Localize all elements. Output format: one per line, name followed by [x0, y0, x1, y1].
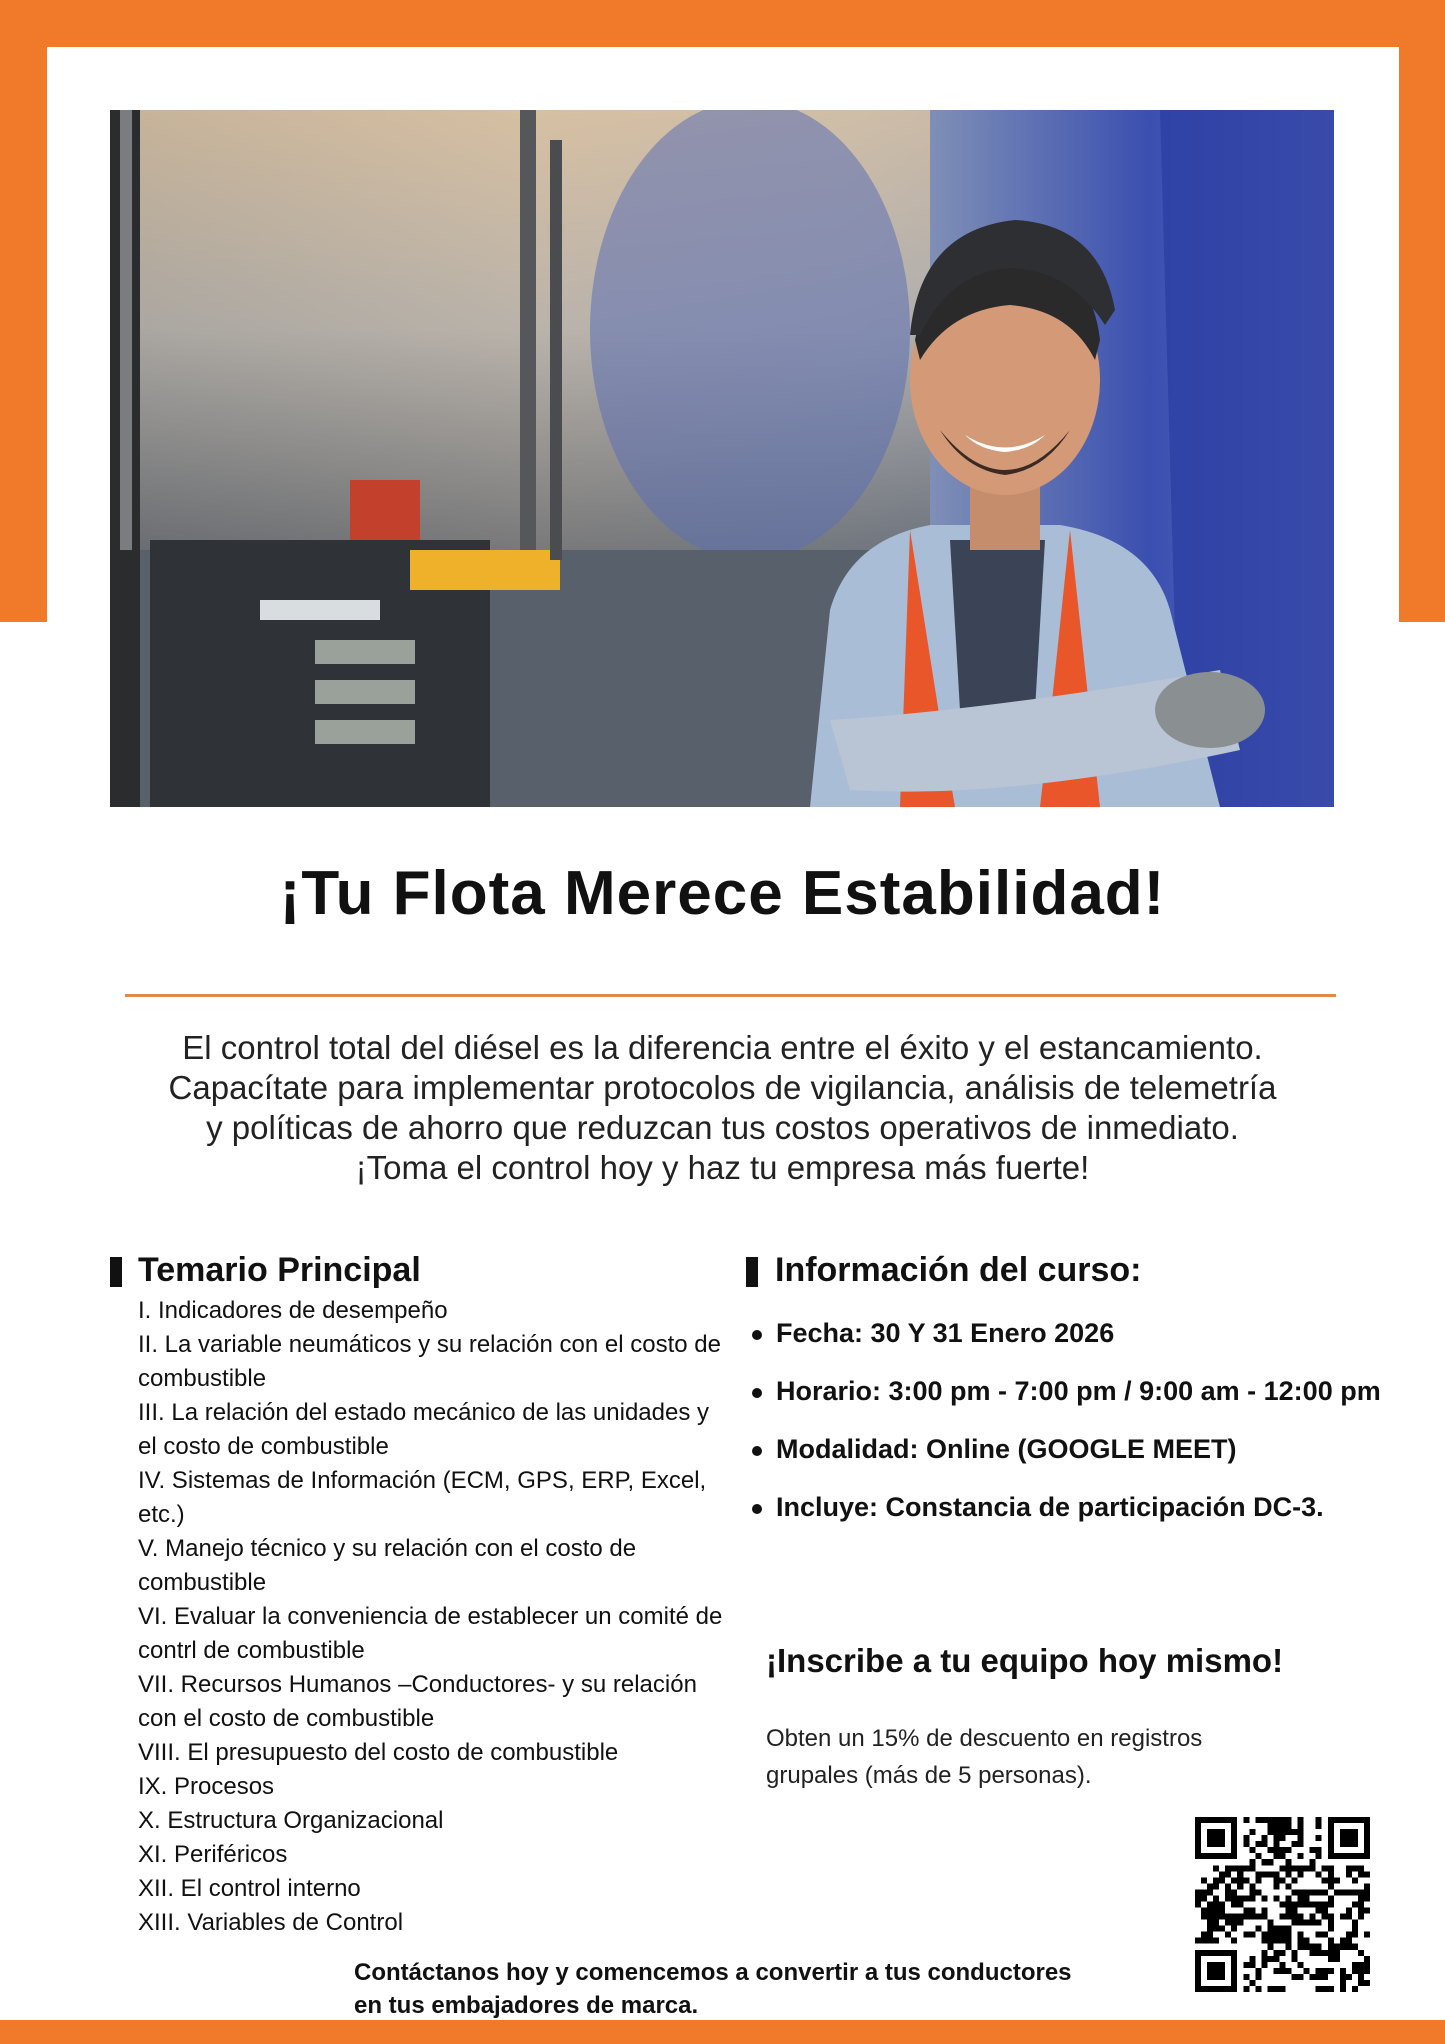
orange-frame-left [0, 0, 47, 622]
list-item: XIII. Variables de Control [138, 1909, 404, 1936]
list-item: IX. Procesos [138, 1773, 275, 1800]
course-modality-text: Modalidad: Online (GOOGLE MEET) [776, 1434, 1237, 1464]
list-item: VIII. El presupuesto del costo de combustible [138, 1739, 619, 1766]
list-item: III. La relación del estado mecánico de las unidades y el costo de combustible [138, 1399, 710, 1460]
bullet-icon [752, 1504, 762, 1514]
list-item: IV. Sistemas de Información (ECM, GPS, ERP, Excel, etc.) [138, 1467, 707, 1528]
bullet-icon [752, 1446, 762, 1456]
list-item: XI. Periféricos [138, 1841, 288, 1868]
qr-code-icon[interactable] [1195, 1817, 1370, 1992]
course-title: Información del curso: [775, 1251, 1142, 1289]
intro-paragraph [90, 1028, 1355, 1188]
contact-line: en tus embajadores de marca. [354, 1992, 699, 2019]
course-schedule [752, 1376, 1392, 1406]
list-item: V. Manejo técnico y su relación con el costo de combustible [138, 1535, 637, 1596]
course-info-list [752, 1318, 1392, 1550]
list-item: XII. El control interno [138, 1875, 361, 1902]
divider [125, 994, 1336, 997]
list-item: II. La variable neumáticos y su relación con el costo de combustible [138, 1331, 721, 1392]
discount-note: Obten un 15% de descuento en registros grupales (más de 5 personas). [766, 1725, 1203, 1789]
course-date [752, 1318, 1392, 1348]
intro-line: ¡Toma el control hoy y haz tu empresa más fuerte! [355, 1149, 1090, 1186]
intro-line: Capacítate para implementar protocolos de vigilancia, análisis de telemetría [168, 1069, 1277, 1106]
topics-title-marker [110, 1257, 122, 1287]
contact-line: Contáctanos hoy y comencemos a convertir a tus conductores [354, 1959, 1072, 1986]
course-title-marker [746, 1257, 758, 1287]
course-modality [752, 1434, 1392, 1464]
mechanic-photo-icon [110, 110, 1334, 807]
intro-line: El control total del diésel es la diferencia entre el éxito y el estancamiento. [182, 1029, 1263, 1066]
orange-frame-bottom [0, 2020, 1445, 2044]
bullet-icon [752, 1330, 762, 1340]
orange-frame-right [1399, 0, 1445, 622]
list-item: I. Indicadores de desempeño [138, 1297, 448, 1324]
qr-code-graphic [1195, 1817, 1370, 1992]
cta-title: ¡Inscribe a tu equipo hoy mismo! [766, 1642, 1284, 1679]
bullet-icon [752, 1388, 762, 1398]
contact-message [354, 1956, 1174, 2022]
headline: ¡Tu Flota Merece Estabilidad! [279, 859, 1166, 928]
list-item: X. Estructura Organizacional [138, 1807, 444, 1834]
course-date-text: Fecha: 30 Y 31 Enero 2026 [776, 1318, 1115, 1348]
intro-line: y políticas de ahorro que reduzcan tus costos operativos de inmediato. [206, 1109, 1239, 1146]
hero-photo [110, 110, 1334, 807]
course-schedule-text: Horario: 3:00 pm - 7:00 pm / 9:00 am - 12:00 pm [776, 1376, 1381, 1406]
course-includes [752, 1492, 1392, 1522]
topics-list [138, 1294, 728, 1940]
topics-title: Temario Principal [138, 1251, 421, 1289]
list-item: VI. Evaluar la conveniencia de establecer un comité de contrl de combustible [138, 1603, 723, 1664]
orange-frame-top [0, 0, 1445, 47]
list-item: VII. Recursos Humanos –Conductores- y su relación con el costo de combustible [138, 1671, 697, 1732]
course-includes-text: Incluye: Constancia de participación DC-3. [776, 1492, 1324, 1522]
